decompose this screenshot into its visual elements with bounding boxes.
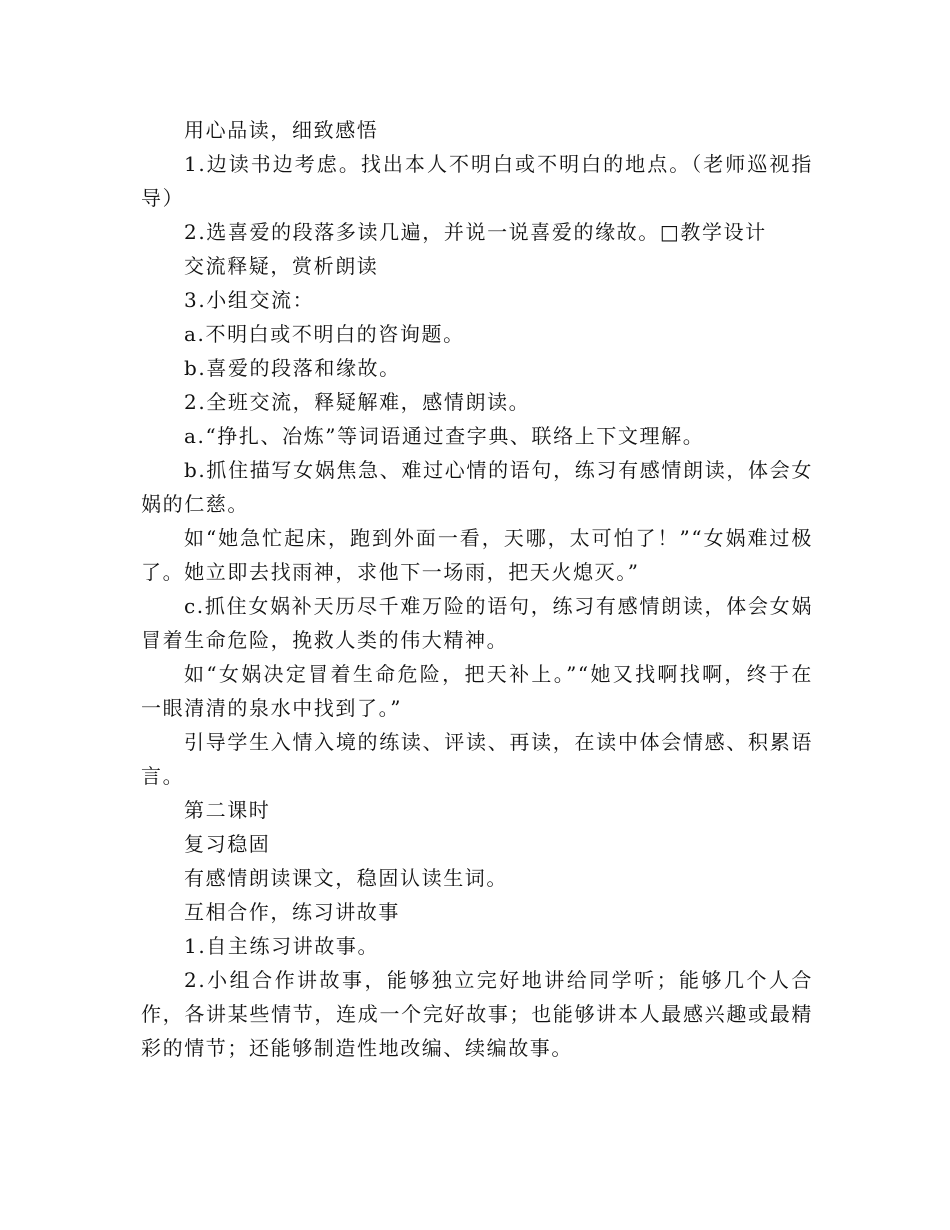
paragraph: 如“女娲决定冒着生命危险，把天补上。”“她又找啊找啊，终于在一眼清清的泉水中找到了。”	[141, 662, 813, 720]
paragraph: 1.自主练习讲故事。	[184, 934, 380, 958]
paragraph: 引导学生入情入境的练读、评读、再读，在读中体会情感、积累语言。	[141, 730, 813, 788]
paragraph: b.喜爱的段落和缘故。	[184, 356, 401, 380]
section-heading-lesson-two: 第二课时	[184, 798, 271, 822]
document-body	[141, 113, 813, 1065]
paragraph: a.不明白或不明白的咨询题。	[184, 322, 465, 346]
paragraph: b.抓住描写女娲焦急、难过心情的语句，练习有感情朗读，体会女娲的仁慈。	[141, 458, 813, 516]
section-heading-reading: 用心品读，细致感悟	[184, 118, 379, 142]
paragraph: 2.选喜爱的段落多读几遍，并说一说喜爱的缘故。□教学设计	[184, 220, 767, 244]
paragraph: 2.小组合作讲故事，能够独立完好地讲给同学听；能够几个人合作，各讲某些情节，连成一个完好故事；也能够讲本人最感兴趣或最精彩的情节；还能够制造性地改编、续编故事。	[141, 968, 813, 1060]
paragraph: 有感情朗读课文，稳固认读生词。	[184, 866, 508, 890]
paragraph: 如“她急忙起床，跑到外面一看，天哪，太可怕了！”“女娲难过极了。她立即去找雨神，求他下一场雨，把天火熄灭。”	[141, 526, 813, 584]
paragraph: c.抓住女娲补天历尽千难万险的语句，练习有感情朗读，体会女娲冒着生命危险，挽救人类的伟大精神。	[141, 594, 813, 652]
section-heading-discussion: 交流释疑，赏析朗读	[184, 254, 379, 278]
section-heading-review: 复习稳固	[184, 832, 271, 856]
paragraph: a.“挣扎、冶炼”等词语通过查字典、联络上下文理解。	[184, 424, 705, 448]
section-heading-storytelling: 互相合作，练习讲故事	[184, 900, 400, 924]
paragraph: 2.全班交流，释疑解难，感情朗读。	[184, 390, 531, 414]
paragraph: 1.边读书边考虑。找出本人不明白或不明白的地点。（老师巡视指导）	[141, 152, 813, 210]
paragraph: 3.小组交流：	[184, 288, 315, 312]
